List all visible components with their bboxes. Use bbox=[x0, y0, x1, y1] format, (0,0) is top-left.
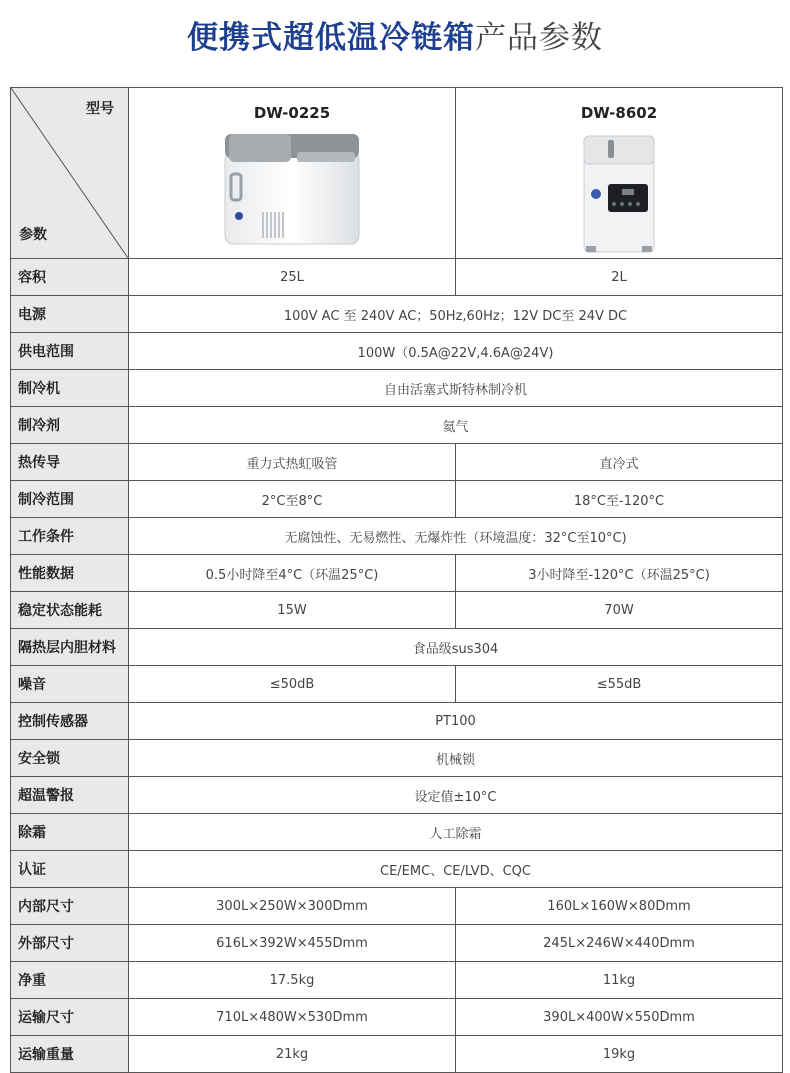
spec-row bbox=[11, 629, 783, 666]
row-value-shared: 食品级sus304 bbox=[129, 629, 783, 666]
row-label: 内部尺寸 bbox=[11, 888, 129, 925]
row-label: 超温警报 bbox=[11, 777, 129, 814]
row-value-model-b: 18°C至-120°C bbox=[456, 481, 783, 518]
row-value-shared: 设定值±10°C bbox=[129, 777, 783, 814]
row-value-model-a: 重力式热虹吸管 bbox=[129, 444, 456, 481]
row-label: 工作条件 bbox=[11, 518, 129, 555]
row-label: 性能数据 bbox=[11, 555, 129, 592]
row-value-model-b: 3小时降至-120°C（环温25°C) bbox=[456, 555, 783, 592]
spec-row bbox=[11, 296, 783, 333]
model-label: 型号 bbox=[86, 101, 114, 117]
row-label: 运输重量 bbox=[11, 1036, 129, 1073]
row-value-shared: 机械锁 bbox=[129, 740, 783, 777]
row-value-model-a: 21kg bbox=[129, 1036, 456, 1073]
vertical-cooler-image bbox=[574, 130, 664, 254]
spec-row bbox=[11, 333, 783, 370]
row-label: 供电范围 bbox=[11, 333, 129, 370]
page-title bbox=[0, 0, 790, 68]
row-value-shared: 氦气 bbox=[129, 407, 783, 444]
title-main: 便携式超低温冷链箱 bbox=[187, 19, 475, 56]
row-label: 热传导 bbox=[11, 444, 129, 481]
spec-row bbox=[11, 740, 783, 777]
cooler-box-image bbox=[217, 130, 367, 248]
spec-row bbox=[11, 999, 783, 1036]
model-b-name: DW-8602 bbox=[580, 104, 658, 122]
spec-row bbox=[11, 888, 783, 925]
spec-row bbox=[11, 814, 783, 851]
row-value-shared: 人工除霜 bbox=[129, 814, 783, 851]
row-label: 容积 bbox=[11, 259, 129, 296]
model-b-cell bbox=[456, 88, 783, 259]
title-suffix: 产品参数 bbox=[475, 19, 603, 56]
spec-row bbox=[11, 777, 783, 814]
row-value-model-a: 300L×250W×300Dmm bbox=[129, 888, 456, 925]
row-value-model-a: 616L×392W×455Dmm bbox=[129, 925, 456, 962]
spec-row bbox=[11, 407, 783, 444]
spec-row bbox=[11, 370, 783, 407]
spec-row bbox=[11, 703, 783, 740]
row-value-shared: PT100 bbox=[129, 703, 783, 740]
row-value-shared: 100W（0.5A@22V,4.6A@24V) bbox=[129, 333, 783, 370]
header-row bbox=[11, 88, 783, 259]
row-value-model-a: 17.5kg bbox=[129, 962, 456, 999]
spec-row bbox=[11, 555, 783, 592]
row-value-shared: 100V AC 至 240V AC；50Hz,60Hz；12V DC至 24V DC bbox=[129, 296, 783, 333]
row-label: 认证 bbox=[11, 851, 129, 888]
row-value-model-b: 160L×160W×80Dmm bbox=[456, 888, 783, 925]
row-label: 制冷剂 bbox=[11, 407, 129, 444]
row-value-shared: 无腐蚀性、无易燃性、无爆炸性（环境温度：32°C至10°C) bbox=[129, 518, 783, 555]
corner-cell bbox=[11, 88, 129, 259]
row-value-model-b: 390L×400W×550Dmm bbox=[456, 999, 783, 1036]
row-label: 运输尺寸 bbox=[11, 999, 129, 1036]
row-value-model-a: 25L bbox=[129, 259, 456, 296]
row-value-model-b: 11kg bbox=[456, 962, 783, 999]
row-label: 安全锁 bbox=[11, 740, 129, 777]
model-a-cell bbox=[129, 88, 456, 259]
row-value-model-b: ≤55dB bbox=[456, 666, 783, 703]
row-value-model-b: 2L bbox=[456, 259, 783, 296]
row-label: 隔热层内胆材料 bbox=[11, 629, 129, 666]
row-value-shared: CE/EMC、CE/LVD、CQC bbox=[129, 851, 783, 888]
spec-row bbox=[11, 592, 783, 629]
row-value-model-b: 70W bbox=[456, 592, 783, 629]
row-label: 净重 bbox=[11, 962, 129, 999]
row-value-model-b: 245L×246W×440Dmm bbox=[456, 925, 783, 962]
row-label: 电源 bbox=[11, 296, 129, 333]
row-value-model-b: 19kg bbox=[456, 1036, 783, 1073]
spec-row bbox=[11, 518, 783, 555]
row-label: 外部尺寸 bbox=[11, 925, 129, 962]
row-value-model-a: 2°C至8°C bbox=[129, 481, 456, 518]
row-value-model-b: 直冷式 bbox=[456, 444, 783, 481]
row-label: 制冷机 bbox=[11, 370, 129, 407]
spec-row bbox=[11, 1036, 783, 1073]
spec-row bbox=[11, 481, 783, 518]
row-value-model-a: 0.5小时降至4°C（环温25°C) bbox=[129, 555, 456, 592]
row-label: 控制传感器 bbox=[11, 703, 129, 740]
spec-row bbox=[11, 666, 783, 703]
spec-row bbox=[11, 259, 783, 296]
row-value-model-a: ≤50dB bbox=[129, 666, 456, 703]
row-label: 稳定状态能耗 bbox=[11, 592, 129, 629]
row-label: 除霜 bbox=[11, 814, 129, 851]
spec-rows bbox=[11, 259, 783, 1073]
model-a-name: DW-0225 bbox=[253, 104, 331, 122]
spec-row bbox=[11, 851, 783, 888]
spec-row bbox=[11, 962, 783, 999]
row-value-shared: 自由活塞式斯特林制冷机 bbox=[129, 370, 783, 407]
row-label: 制冷范围 bbox=[11, 481, 129, 518]
spec-row bbox=[11, 444, 783, 481]
spec-row bbox=[11, 925, 783, 962]
row-label: 噪音 bbox=[11, 666, 129, 703]
row-value-model-a: 710L×480W×530Dmm bbox=[129, 999, 456, 1036]
param-label: 参数 bbox=[19, 227, 47, 243]
spec-table bbox=[10, 87, 783, 1073]
row-value-model-a: 15W bbox=[129, 592, 456, 629]
